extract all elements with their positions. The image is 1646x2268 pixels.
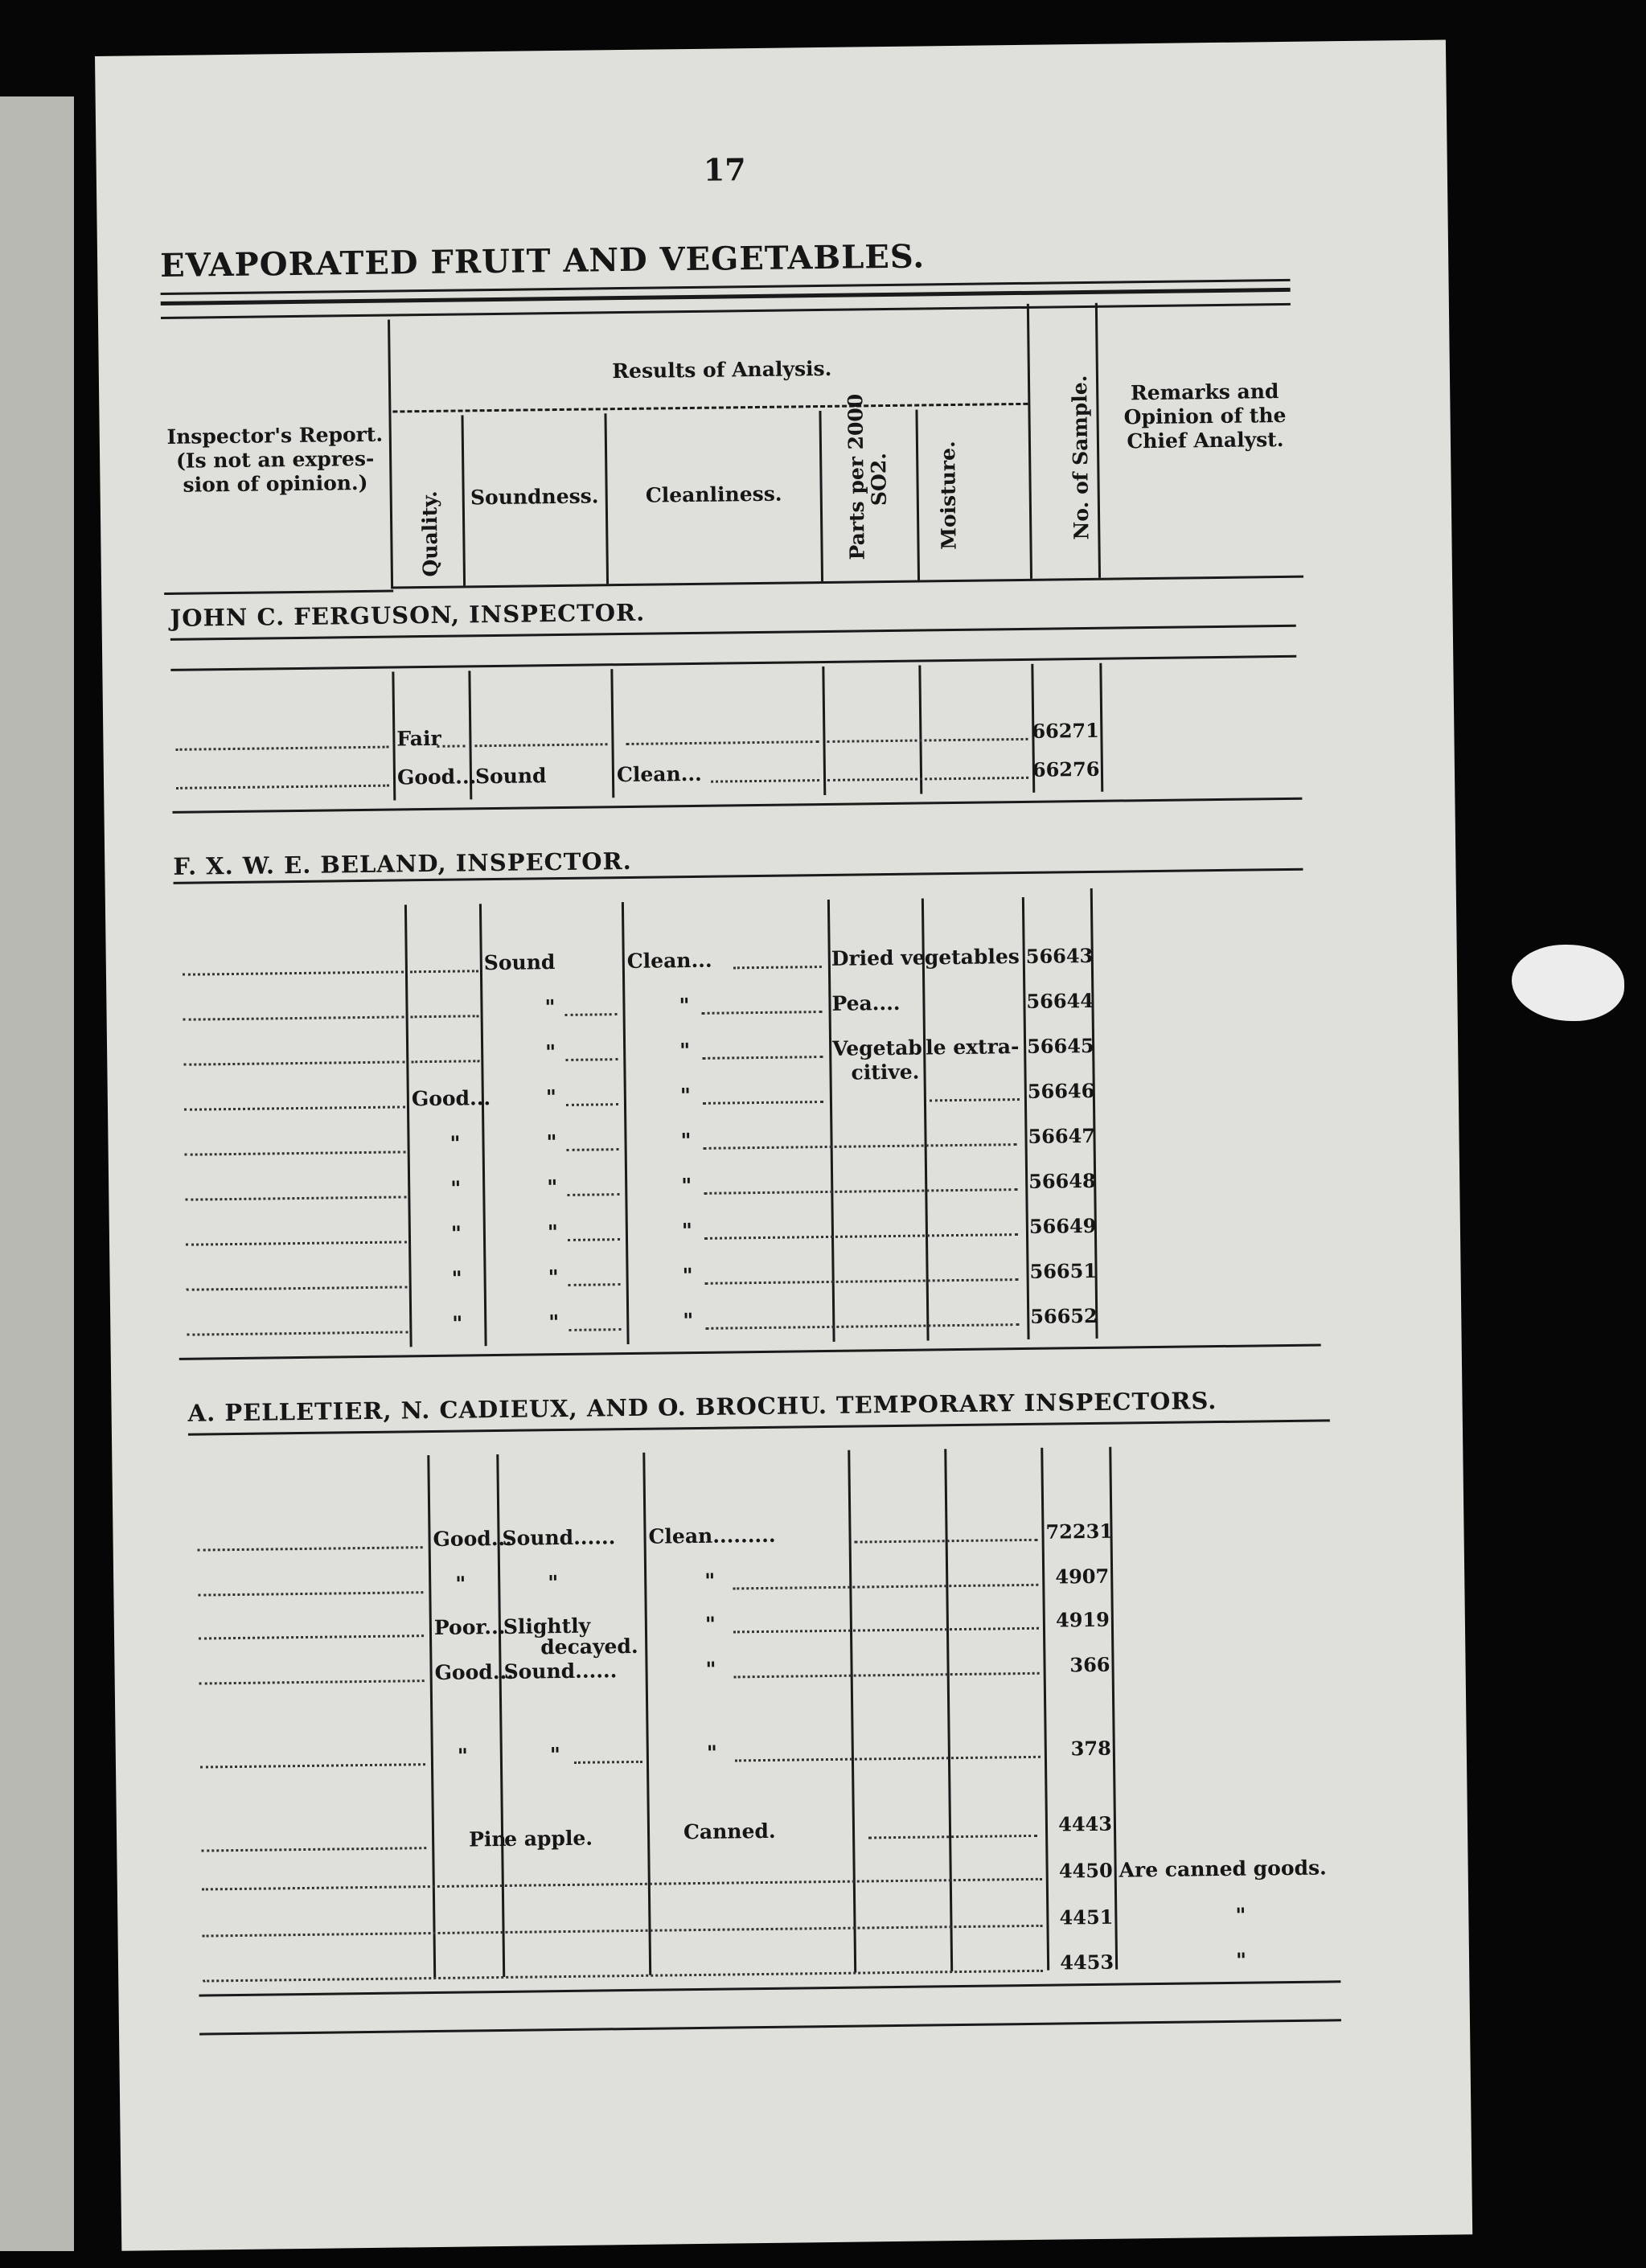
leader-dots [567,1148,619,1151]
cleanliness-cell: Clean... [616,761,702,787]
quality-cell: Good... [396,765,477,789]
quality-header: Quality. [417,490,442,577]
leader-dots [201,1847,426,1852]
leader-dots [734,1672,1040,1679]
leader-dots [186,1241,407,1245]
leader-dots [703,1101,823,1105]
leader-dots [199,1679,425,1684]
leader-dots [568,1238,620,1241]
cleanliness-header: Cleanliness. [645,482,782,507]
sample-number: 56649 [1028,1213,1097,1238]
quality-cell: " [449,1131,461,1155]
sample-number: 56651 [1029,1258,1098,1283]
sample-number: 56652 [1030,1303,1098,1328]
header-divider [1027,304,1032,579]
sample-number: 4443 [1057,1811,1113,1836]
sample-number: 4451 [1059,1905,1114,1930]
leader-dots [930,1098,1020,1101]
leader-dots [733,966,822,969]
sample-number: 4919 [1055,1607,1110,1632]
soundness-cell: " [547,1175,558,1200]
page-title: EVAPORATED FRUIT AND VEGETABLES. [159,237,926,285]
cleanliness-cell: " [683,1309,694,1333]
col-line [918,666,922,794]
leader-dots [569,1283,621,1286]
remarks-cell: " [1235,1948,1247,1972]
quality-cell: " [457,1744,469,1768]
section-heading-ferguson: JOHN C. FERGUSON, INSPECTOR. [170,598,646,632]
leader-dots [704,1188,1017,1195]
leader-dots [176,785,389,789]
cleanliness-cell: Clean......... [648,1523,776,1548]
soundness-cell: Sound [474,764,547,789]
leader-dots [474,743,607,747]
quality-cell: " [450,1221,462,1245]
quality-cell: Good... [433,1526,513,1551]
sample-number: 56648 [1028,1168,1096,1193]
cleanliness-cell: Clean... [626,948,712,973]
remarks-cell: Are canned goods. [1119,1856,1327,1882]
page-number: 17 [703,151,746,188]
header-divider [604,413,609,584]
cleanliness-cell: " [681,1174,692,1198]
sample-number: 378 [1070,1736,1111,1761]
header-divider [819,411,823,581]
leader-dots [704,1233,1018,1240]
cleanliness-cell: " [705,1657,716,1681]
leader-dots [567,1193,619,1196]
cleanliness-cell: " [704,1569,716,1593]
header-divider [388,320,393,587]
parts-cell: citive. [851,1060,920,1085]
footer-rule [199,2019,1341,2035]
header-bottom-rule-left [164,590,393,595]
section-heading-temporary: A. PELLETIER, N. CADIEUX, AND O. BROCHU. TEMPORARY INSPECTORS. [187,1387,1217,1427]
col-line [944,1449,953,1971]
leader-dots [200,1763,425,1768]
leader-dots [183,1015,404,1020]
remarks-header [1112,379,1298,454]
leader-dots [702,1056,823,1060]
adjacent-page-edge [0,96,74,2251]
leader-dots [437,744,466,747]
product-cell-apple: e apple. [503,1826,593,1851]
sample-number: 4907 [1055,1564,1110,1589]
soundness-cell-continued: decayed. [540,1634,638,1659]
soundness-cell: " [548,1265,559,1290]
soundness-cell: " [549,1743,561,1767]
sample-number: 72231 [1045,1519,1114,1544]
cleanliness-cell: " [679,1039,691,1063]
leader-dots [185,1196,406,1200]
leader-dots [410,970,478,973]
parts-line: SO2. [867,452,891,507]
soundness-cell: Sound [483,950,556,975]
leader-dots [176,746,389,751]
cleanliness-cell: " [679,1084,692,1108]
moisture-header: Moisture. [935,441,961,550]
leader-dots [702,1011,823,1015]
leader-dots [198,1546,423,1551]
leader-dots [704,1143,1017,1150]
quality-cell: Good... [411,1086,491,1111]
inspector-report-header [162,423,388,498]
parts-line: Parts per 2000 [844,393,869,560]
cleanliness-cell: " [679,994,690,1018]
cleanliness-cell: " [680,1129,692,1153]
parts-per-2000-header [844,393,891,560]
header-divider [915,410,920,580]
sample-number: 56645 [1026,1033,1094,1058]
section-rule [170,655,1296,671]
sample-number: 56643 [1025,943,1094,968]
leader-dots [183,970,404,975]
inspector-report-line: sion of opinion.) [183,470,368,497]
leader-dots [733,1627,1039,1634]
leader-dots [827,777,1028,781]
moisture-cell: getables [924,945,1020,970]
section-rule [179,1343,1321,1360]
leader-dots [735,1756,1041,1762]
remarks-cell: " [1235,1903,1246,1927]
col-line [848,1450,856,1973]
leader-dots [203,1970,1043,1983]
leader-dots [411,1015,479,1018]
quality-cell: " [455,1572,466,1596]
leader-dots [187,1331,408,1335]
parts-cell: Dried ve [831,945,926,970]
soundness-cell: " [544,995,556,1019]
parts-cell: Pea.... [831,990,901,1015]
quality-cell: Fair [396,726,441,751]
soundness-cell: " [546,1130,557,1155]
remarks-line: Opinion of the [1123,403,1287,429]
sample-number: 56644 [1026,988,1094,1013]
leader-dots [199,1634,424,1639]
leader-dots [411,1060,479,1063]
section-rule [172,798,1302,814]
leader-dots [566,1103,618,1106]
leader-dots [184,1105,405,1110]
leader-dots [733,1584,1038,1590]
document-page [95,39,1472,2250]
sample-number: 66276 [1032,757,1100,781]
inspector-report-line: (Is not an expres- [175,446,375,473]
sample-number: 66271 [1032,718,1100,743]
leader-dots [569,1328,621,1331]
soundness-cell: Sound...... [503,1659,618,1684]
quality-cell: " [450,1176,462,1200]
inspector-report-line: Inspector's Report. [166,422,384,449]
header-top-rule [161,303,1291,319]
quality-cell: Poor... [433,1614,506,1639]
header-divider [461,415,466,585]
table-bottom-rule [199,1980,1340,1996]
sample-number: 56647 [1028,1123,1096,1148]
leader-dots [202,1878,1042,1891]
header-divider [1095,303,1101,578]
section-heading-beland: F. X. W. E. BELAND, INSPECTOR. [173,847,632,880]
header-bottom-rule-right [391,576,1303,589]
leader-dots [705,1323,1019,1330]
soundness-cell: " [544,1040,556,1064]
leader-dots [626,740,819,745]
leader-dots [203,1925,1043,1938]
quality-cell: " [451,1266,462,1290]
leader-dots [827,738,1028,743]
col-line [822,666,826,795]
paper-stain [1512,945,1624,1021]
leader-dots [868,1835,1037,1839]
results-of-analysis-header: Results of Analysis. [612,356,832,383]
soundness-cell: " [548,1310,560,1335]
leader-dots [185,1150,406,1155]
col-line [392,672,396,801]
sample-number: 4453 [1060,1950,1114,1975]
soundness-cell: " [545,1085,557,1109]
quality-cell: Good... [434,1659,515,1684]
sample-number-header: No. of Sample. [1067,375,1094,540]
cleanliness-cell: " [682,1264,693,1288]
moisture-cell: le extra- [925,1035,1020,1060]
sample-number: 4450 [1058,1858,1113,1883]
leader-dots [565,1058,618,1061]
leader-dots [711,779,819,783]
quality-cell: " [452,1311,463,1335]
leader-dots [198,1591,423,1596]
results-underline [392,403,1028,413]
leader-dots [565,1013,618,1016]
soundness-cell: Sound...... [502,1525,616,1550]
parts-cell: Vegetab [831,1036,922,1060]
col-line [1099,663,1103,792]
col-line [610,669,614,798]
cleanliness-cell: " [704,1612,716,1636]
product-cell-pine: Pin [468,1827,507,1852]
cleanliness-cell: " [681,1219,693,1243]
soundness-header: Soundness. [470,484,599,510]
leader-dots [187,1286,408,1290]
soundness-cell: " [547,1220,559,1245]
leader-dots [705,1278,1019,1285]
cleanliness-cell: " [706,1741,718,1765]
sample-number: 366 [1069,1652,1110,1677]
remarks-line: Chief Analyst. [1127,427,1284,453]
product-cell-canned: Canned. [683,1819,776,1844]
soundness-cell: Slightly [503,1614,591,1638]
remarks-line: Remarks and [1130,379,1279,405]
soundness-cell: " [548,1571,559,1595]
leader-dots [183,1060,404,1065]
sample-number: 56646 [1027,1078,1095,1103]
leader-dots [574,1761,642,1764]
